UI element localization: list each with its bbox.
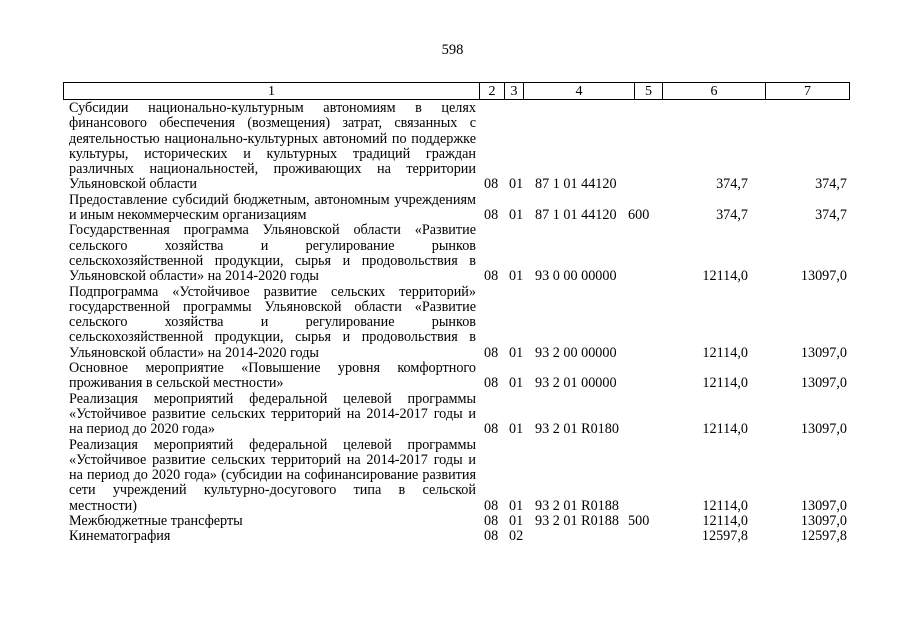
cell-amount-col7: 13097,0 xyxy=(800,375,847,392)
cell-subsection: 01 xyxy=(509,375,524,392)
cell-target-article: 93 2 00 00000 xyxy=(535,344,617,361)
cell-subsection: 01 xyxy=(509,268,524,285)
cell-amount-col6: 12114,0 xyxy=(702,497,748,514)
cell-amount-col6: 12114,0 xyxy=(702,513,748,530)
cell-amount-col7: 13097,0 xyxy=(800,344,847,361)
cell-subsection: 02 xyxy=(509,528,524,545)
table-row xyxy=(0,361,905,392)
cell-section: 08 xyxy=(484,176,499,193)
column-header-7: 7 xyxy=(804,84,811,99)
cell-target-article: 93 2 01 R0188 xyxy=(535,497,619,514)
cell-amount-col7: 13097,0 xyxy=(800,513,847,530)
cell-subsection: 01 xyxy=(509,513,524,530)
column-header-4: 4 xyxy=(524,83,635,99)
cell-amount-col6: 12114,0 xyxy=(702,375,748,392)
cell-target-article: 87 1 01 44120 xyxy=(535,207,617,224)
cell-amount-col7: 374,7 xyxy=(815,176,847,193)
cell-target-article: 87 1 01 44120 xyxy=(535,176,617,193)
column-header-5: 5 xyxy=(635,83,663,99)
cell-section: 08 xyxy=(484,421,499,438)
cell-target-article: 93 2 01 R0180 xyxy=(535,421,619,438)
row-name: Реализация мероприятий федеральной целевой программы «Устойчивое развитие сельских территорий на 2014-2017 годы и на период до 2020 года» xyxy=(69,390,476,438)
cell-subsection: 01 xyxy=(509,344,524,361)
cell-amount-col7: 12597,8 xyxy=(800,528,847,545)
cell-section: 08 xyxy=(484,268,499,285)
table-body xyxy=(0,101,905,545)
cell-amount-col7: 13097,0 xyxy=(800,421,847,438)
column-header-3: 3 xyxy=(505,83,524,99)
row-name: Кинематография xyxy=(69,528,171,545)
table-header xyxy=(63,82,850,100)
cell-subsection: 01 xyxy=(509,421,524,438)
row-name: Государственная программа Ульяновской области «Развитие сельского хозяйства и регулирование рынков сельскохозяйственной продукции, сырья и продовольствия в Ульяновской области» на 2014-2020 годы xyxy=(69,222,476,285)
cell-section: 08 xyxy=(484,207,499,224)
cell-target-article: 93 2 01 R0188 xyxy=(535,513,619,530)
row-name: Предоставление субсидий бюджетным, автономным учреждениям и иным некоммерческим организациям xyxy=(69,191,476,224)
table-row xyxy=(0,514,905,529)
cell-amount-col7: 13097,0 xyxy=(800,497,847,514)
row-name: Межбюджетные трансферты xyxy=(69,513,243,530)
cell-amount-col7: 374,7 xyxy=(815,207,847,224)
row-name: Подпрограмма «Устойчивое развитие сельских территорий» государственной программы Ульяновской области «Развитие сельского хозяйства и регулирование рынков сельскохозяйственной продукции, сырья и продовольствия в Ульяновской области» на 2014-2020 годы xyxy=(69,283,476,361)
table-row xyxy=(0,223,905,284)
row-name: Основное мероприятие «Повышение уровня комфортного проживания в сельской местности» xyxy=(69,360,476,392)
cell-amount-col6: 12597,8 xyxy=(701,528,748,545)
table-row xyxy=(0,392,905,438)
cell-amount-col6: 374,7 xyxy=(716,176,748,193)
table-row xyxy=(0,529,905,544)
column-header-6: 6 xyxy=(663,83,766,99)
row-name: Субсидии национально-культурным автономиям в целях финансового обеспечения (возмещения) затрат, связанных с деятельностью национально-культурных автономий по поддержке культуры, исторических и культурных традиций граждан различных национальностей, проживающих на территории Ульяновской области xyxy=(69,100,476,193)
cell-amount-col6: 374,7 xyxy=(716,207,748,224)
cell-section: 08 xyxy=(484,513,499,530)
cell-expense-type: 600 xyxy=(628,207,650,224)
column-header-1: 1 xyxy=(64,83,480,99)
cell-section: 08 xyxy=(484,497,499,514)
cell-expense-type: 500 xyxy=(628,513,650,530)
cell-amount-col6: 12114,0 xyxy=(702,421,748,438)
cell-amount-col6: 12114,0 xyxy=(702,344,748,361)
row-name: Реализация мероприятий федеральной целевой программы «Устойчивое развитие сельских территорий на 2014-2017 годы и на период до 2020 года» (субсидии на софинансирование развития сети учреждений культурно-досугового типа в сельской местности) xyxy=(69,436,476,514)
cell-amount-col7: 13097,0 xyxy=(800,268,847,285)
cell-subsection: 01 xyxy=(509,176,524,193)
cell-section: 08 xyxy=(484,344,499,361)
table-row xyxy=(0,193,905,224)
cell-target-article: 93 0 00 00000 xyxy=(535,268,617,285)
table-row xyxy=(0,285,905,361)
cell-subsection: 01 xyxy=(509,497,524,514)
cell-target-article: 93 2 01 00000 xyxy=(535,375,617,392)
cell-subsection: 01 xyxy=(509,207,524,224)
table-row xyxy=(0,101,905,193)
column-header-2: 2 xyxy=(480,83,505,99)
cell-section: 08 xyxy=(484,375,499,392)
cell-section: 08 xyxy=(484,528,499,545)
cell-amount-col6: 12114,0 xyxy=(702,268,748,285)
table-row xyxy=(0,438,905,514)
page-number: 598 xyxy=(441,42,464,58)
